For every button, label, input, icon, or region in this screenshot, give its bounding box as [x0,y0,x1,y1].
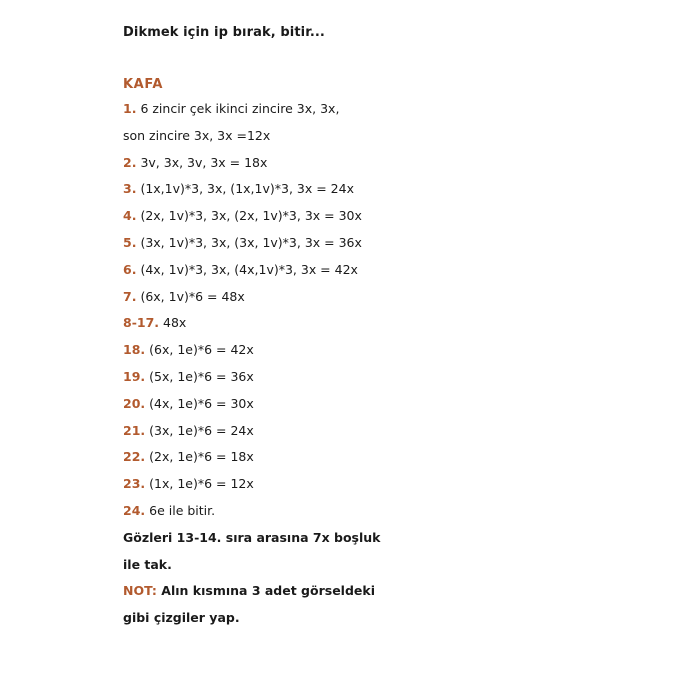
instruction-row [123,310,663,337]
row-text: (4x, 1e)*6 = 30x [149,395,254,411]
instruction-row [123,337,663,364]
instruction-row [123,284,663,311]
row-text: (3x, 1e)*6 = 24x [149,422,254,438]
note-line-1 [123,578,663,605]
instruction-row [123,257,663,284]
intro-text: Dikmek için ip bırak, bitir... [123,25,325,40]
row-text: (6x, 1v)*6 = 48x [140,288,245,304]
row-number: 3. [123,181,137,197]
row-number: 19. [123,368,146,384]
row-text: 48x [163,315,187,331]
eyes-instruction-line-1: Gözleri 13-14. sıra arasına 7x boşluk [123,529,381,545]
instruction-row [123,123,663,150]
row-text: (2x, 1e)*6 = 18x [149,449,254,465]
pattern-document [123,22,663,632]
instruction-row [123,364,663,391]
eyes-instruction-line-2: ile tak. [123,556,172,572]
instruction-row [123,176,663,203]
instruction-row [123,418,663,445]
instruction-row [123,96,663,123]
note-text: Alın kısmına 3 adet görseldeki [161,583,375,599]
row-number: 18. [123,342,146,358]
instruction-row [123,498,663,525]
row-text: (4x, 1v)*3, 3x, (4x,1v)*3, 3x = 42x [140,261,358,277]
row-text: 6 zincir çek ikinci zincire 3x, 3x, [140,101,340,116]
row-text: (6x, 1e)*6 = 42x [149,342,254,358]
row-number: 20. [123,395,146,411]
row-text: 6e ile bitir. [149,502,216,518]
row-number: 21. [123,422,146,438]
note-line-2: gibi çizgiler yap. [123,610,240,626]
row-number: 8-17. [123,315,160,331]
note-label: NOT: [123,583,157,599]
instruction-row [123,471,663,498]
row-number: 1. [123,101,137,116]
row-text: (2x, 1v)*3, 3x, (2x, 1v)*3, 3x = 30x [140,208,362,224]
row-number: 24. [123,502,146,518]
instruction-row [123,150,663,177]
instruction-list [123,96,663,525]
instruction-row [123,444,663,471]
row-text: (1x, 1e)*6 = 12x [149,476,254,492]
instruction-row [123,230,663,257]
row-number: 22. [123,449,146,465]
row-text: son zincire 3x, 3x =12x [123,127,271,143]
row-text: (5x, 1e)*6 = 36x [149,368,254,384]
section-title-head: KAFA [123,77,163,92]
row-number: 4. [123,208,137,224]
row-text: (3x, 1v)*3, 3x, (3x, 1v)*3, 3x = 36x [140,234,362,250]
row-text: 3v, 3x, 3v, 3x = 18x [140,154,268,170]
instruction-row [123,391,663,418]
row-number: 7. [123,288,137,304]
row-number: 2. [123,154,137,170]
instruction-row [123,203,663,230]
row-number: 23. [123,476,146,492]
row-number: 6. [123,261,137,277]
row-text: (1x,1v)*3, 3x, (1x,1v)*3, 3x = 24x [140,181,354,197]
row-number: 5. [123,234,137,250]
